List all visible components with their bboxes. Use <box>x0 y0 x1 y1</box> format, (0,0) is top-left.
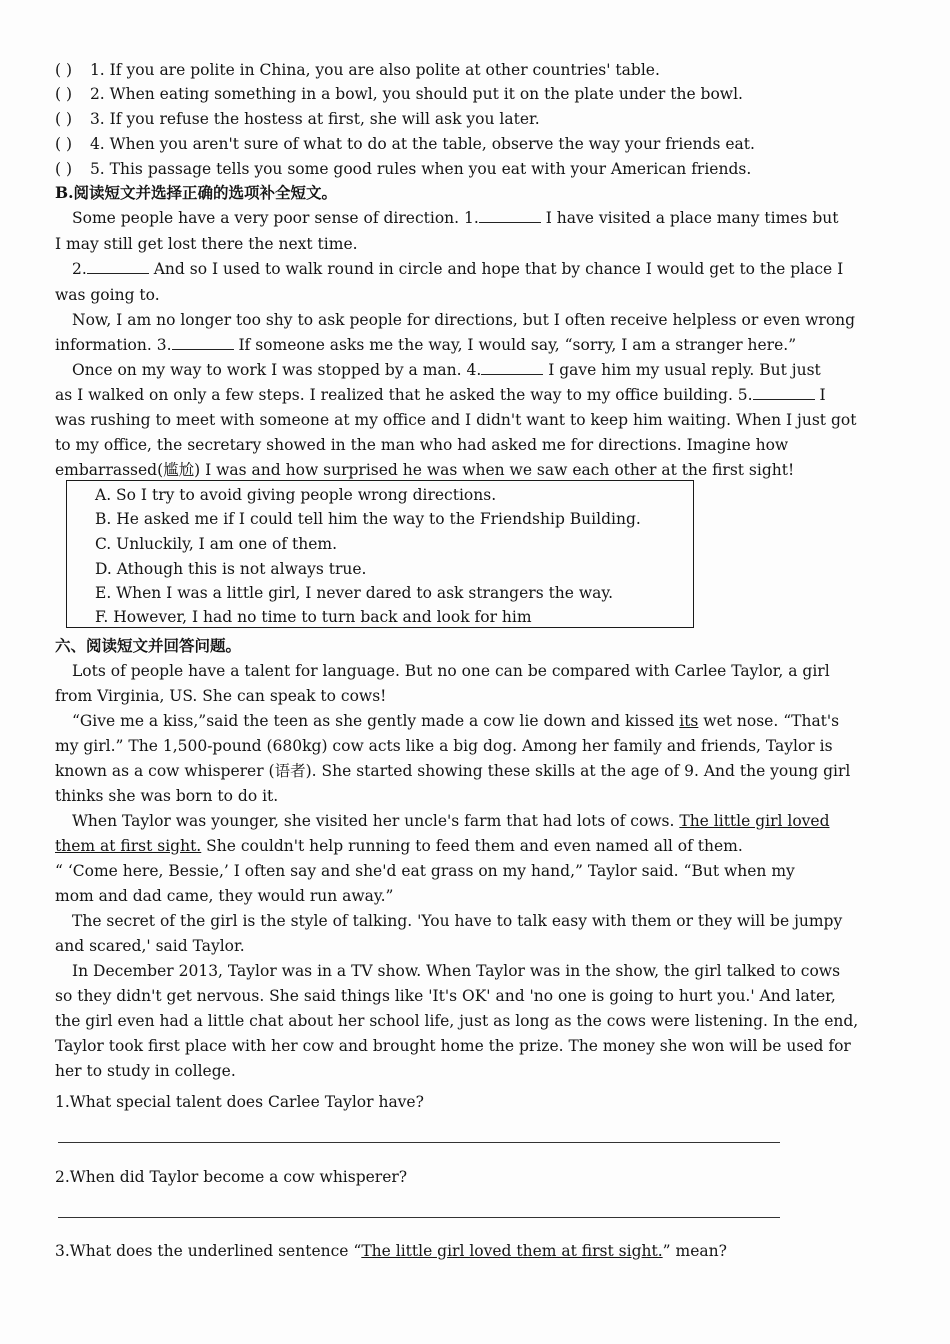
answer-paren[interactable]: ( ) <box>55 135 73 153</box>
answer-paren[interactable]: ( ) <box>55 160 73 178</box>
question-3: 3.What does the underlined sentence “The little girl loved them at first sight.” mean? <box>55 1242 727 1260</box>
blank-1[interactable] <box>479 208 541 223</box>
tf-item-3 <box>55 109 815 129</box>
blank-2[interactable] <box>87 259 149 274</box>
passage-6-line: my girl.” The 1,500-pound (680kg) cow acts like a big dog. Among her family and friends, Taylor is <box>55 737 833 755</box>
blank-4[interactable] <box>481 360 543 375</box>
passage-6-line: The secret of the girl is the style of talking. 'You have to talk easy with them or they will be jumpy <box>72 912 843 930</box>
passage-6-line: and scared,' said Taylor. <box>55 937 245 955</box>
question-1: 1.What special talent does Carlee Taylor have? <box>55 1093 424 1111</box>
tf-text: 1. If you are polite in China, you are also polite at other countries' table. <box>89 61 660 79</box>
question-2: 2.When did Taylor become a cow whisperer? <box>55 1168 408 1186</box>
blank-5[interactable] <box>753 385 815 400</box>
tf-text: 2. When eating something in a bowl, you should put it on the plate under the bowl. <box>89 85 743 103</box>
tf-item-1 <box>55 60 815 80</box>
passage-6-line: “Give me a kiss,”said the teen as she gently made a cow lie down and kissed its wet nose. “That's <box>72 712 840 730</box>
option-c: C. Unluckily, I am one of them. <box>95 535 338 553</box>
tf-item-5 <box>55 159 815 179</box>
answer-paren[interactable]: ( ) <box>55 85 73 103</box>
passage-b-line: Once on my way to work I was stopped by a man. 4. I gave him my usual reply. But just <box>72 361 821 379</box>
passage-6-line: thinks she was born to do it. <box>55 787 279 805</box>
option-e: E. When I was a little girl, I never dared to ask strangers the way. <box>95 584 614 602</box>
passage-6-line: known as a cow whisperer (语者). She started showing these skills at the age of 9. And the young girl <box>55 762 851 780</box>
passage-b-line: was going to. <box>55 286 160 304</box>
passage-b-line: 2. And so I used to walk round in circle and hope that by chance I would get to the place I <box>72 260 844 278</box>
answer-line-1[interactable] <box>58 1142 780 1143</box>
passage-6-line: In December 2013, Taylor was in a TV show. When Taylor was in the show, the girl talked to cows <box>72 962 841 980</box>
passage-6-line: them at first sight. She couldn't help running to feed them and even named all of them. <box>55 837 743 855</box>
passage-6-line: the girl even had a little chat about her school life, just as long as the cows were listening. In the end, <box>55 1012 859 1030</box>
passage-b-line: I may still get lost there the next time. <box>55 235 358 253</box>
passage-b-line: as I walked on only a few steps. I realized that he asked the way to my office building. 5. I <box>55 386 826 404</box>
tf-text: 5. This passage tells you some good rules when you eat with your American friends. <box>89 160 752 178</box>
passage-b-line: was rushing to meet with someone at my office and I didn't want to keep him waiting. When I just got <box>55 411 857 429</box>
answer-paren[interactable]: ( ) <box>55 61 73 79</box>
option-f: F. However, I had no time to turn back and look for him <box>95 608 532 626</box>
passage-6-line: so they didn't get nervous. She said things like 'It's OK' and 'no one is going to hurt you.' And later, <box>55 987 836 1005</box>
tf-text: 4. When you aren't sure of what to do at the table, observe the way your friends eat. <box>89 135 755 153</box>
options-box <box>66 480 694 628</box>
passage-6-line: from Virginia, US. She can speak to cows! <box>55 687 387 705</box>
tf-item-4 <box>55 134 815 154</box>
passage-6-line: her to study in college. <box>55 1062 236 1080</box>
tf-item-2 <box>55 84 815 104</box>
passage-b-line: Now, I am no longer too shy to ask people for directions, but I often receive helpless or even wrong <box>72 311 856 329</box>
section-b-heading: B.阅读短文并选择正确的选项补全短文。 <box>55 183 337 202</box>
option-a: A. So I try to avoid giving people wrong directions. <box>95 486 497 504</box>
option-b: B. He asked me if I could tell him the way to the Friendship Building. <box>95 510 641 528</box>
passage-b-line: to my office, the secretary showed in the man who had asked me for directions. Imagine how <box>55 436 789 454</box>
passage-6-line: “ ‘Come here, Bessie,’ I often say and she'd eat grass on my hand,” Taylor said. “But when my <box>55 862 795 880</box>
option-d: D. Athough this is not always true. <box>95 560 367 578</box>
answer-paren[interactable]: ( ) <box>55 110 73 128</box>
passage-b-line: information. 3. If someone asks me the way, I would say, “sorry, I am a stranger here.” <box>55 336 797 354</box>
passage-6-line: Taylor took first place with her cow and brought home the prize. The money she won will be used for <box>55 1037 851 1055</box>
tf-text: 3. If you refuse the hostess at first, she will ask you later. <box>89 110 540 128</box>
answer-line-2[interactable] <box>58 1217 780 1218</box>
passage-6-line: When Taylor was younger, she visited her uncle's farm that had lots of cows. The little girl loved <box>72 812 830 830</box>
passage-6-line: mom and dad came, they would run away.” <box>55 887 394 905</box>
blank-3[interactable] <box>172 335 234 350</box>
section-6-heading: 六、阅读短文并回答问题。 <box>55 636 242 655</box>
passage-b-line: embarrassed(尴尬) I was and how surprised he was when we saw each other at the first sight! <box>55 461 795 479</box>
passage-b-line: Some people have a very poor sense of direction. 1. I have visited a place many times but <box>72 209 839 227</box>
passage-6-line: Lots of people have a talent for language. But no one can be compared with Carlee Taylor, a girl <box>72 662 830 680</box>
